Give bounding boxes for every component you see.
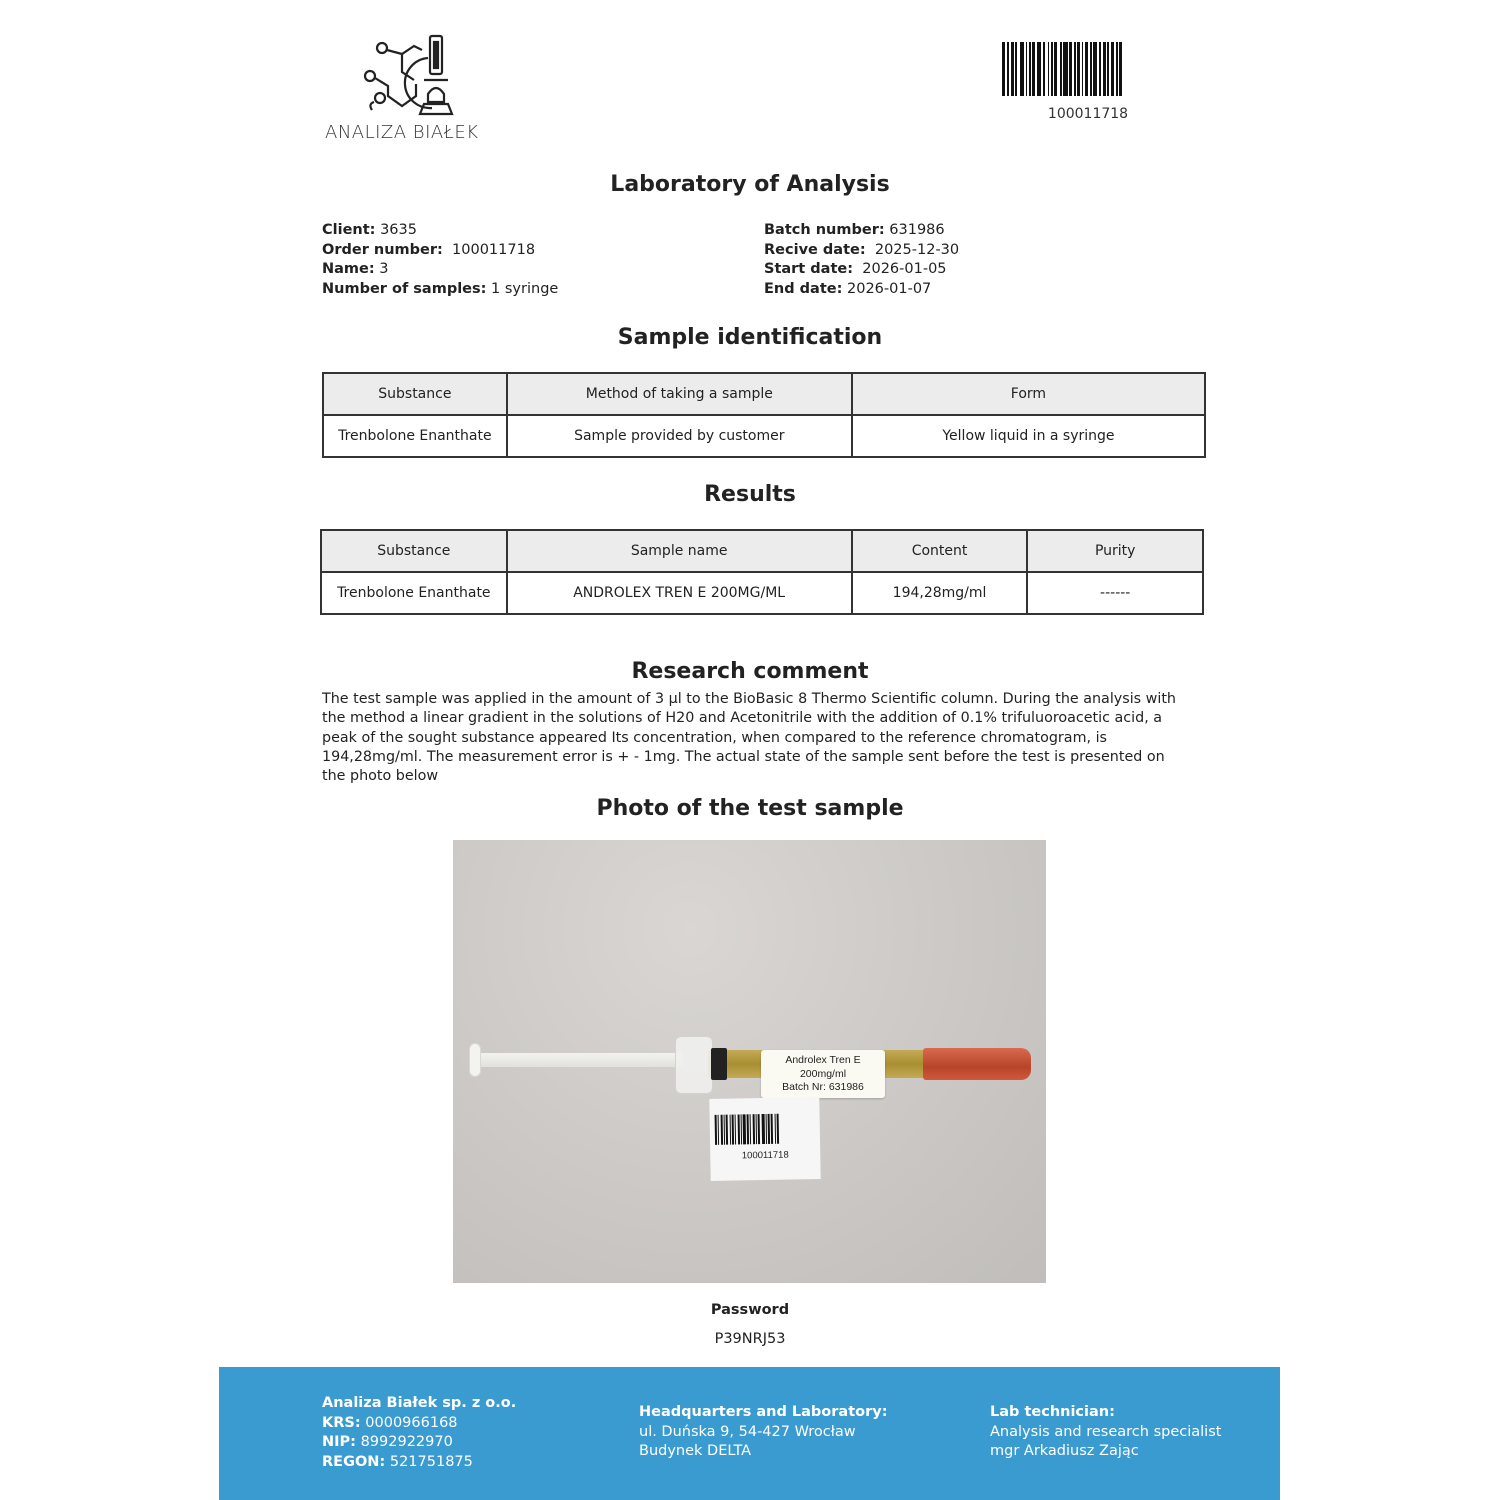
page-title: Laboratory of Analysis	[610, 172, 890, 197]
end-date-row	[764, 280, 959, 300]
table-cell: ANDROLEX TREN E 200MG/ML	[507, 572, 852, 614]
section-title-photo: Photo of the test sample	[596, 796, 904, 821]
section-title-sample-identification: Sample identification	[617, 325, 883, 350]
section-title-research-comment: Research comment	[631, 659, 869, 684]
end-date-value: 2026-01-07	[847, 280, 932, 297]
nip-value: 8992922970	[360, 1434, 453, 1450]
order-barcode	[1002, 42, 1174, 96]
syringe-needle-cap	[923, 1048, 1031, 1080]
results-table	[320, 529, 1204, 615]
column-header: Substance	[323, 373, 507, 415]
tag-number: 100011718	[741, 1149, 789, 1162]
logo-text: ANALIZA BIAŁEK	[325, 122, 479, 143]
barcode-tag	[709, 1097, 820, 1181]
barcode-number: 100011718	[1047, 106, 1129, 122]
order-info-left	[322, 221, 558, 299]
column-header: Sample name	[507, 530, 852, 572]
sample-identification-table	[322, 372, 1206, 458]
order-number-row	[322, 241, 558, 261]
column-header: Substance	[321, 530, 507, 572]
test-sample-photo	[453, 840, 1046, 1283]
hq-building: Budynek DELTA	[639, 1443, 752, 1459]
footer-headquarters	[639, 1403, 888, 1462]
syringe-label-line: Batch Nr: 631986	[782, 1081, 864, 1093]
name-label: Name:	[322, 261, 375, 277]
hq-address: ul. Duńska 9, 54-427 Wrocław	[639, 1423, 856, 1440]
footer-lab-technician	[990, 1403, 1221, 1462]
password-value: P39NRJ53	[714, 1331, 786, 1347]
password-label: Password	[710, 1302, 790, 1318]
samples-value: 1 syringe	[491, 280, 559, 297]
table-cell: Yellow liquid in a syringe	[852, 415, 1205, 457]
client-label: Client:	[322, 222, 376, 238]
end-date-label: End date:	[764, 280, 843, 297]
tech-title: Lab technician:	[990, 1404, 1115, 1420]
name-value: 3	[379, 261, 389, 277]
samples-label: Number of samples:	[322, 280, 487, 297]
syringe-label-line: Androlex Tren E	[785, 1054, 861, 1066]
krs-value: 0000966168	[365, 1414, 458, 1431]
table-cell: 194,28mg/ml	[852, 572, 1028, 614]
section-title-results: Results	[704, 482, 796, 507]
hq-title: Headquarters and Laboratory:	[639, 1404, 888, 1420]
regon-value: 521751875	[389, 1453, 473, 1470]
order-info-right	[764, 221, 959, 299]
receive-date-value: 2025-12-30	[874, 241, 960, 258]
tech-role: Analysis and research specialist	[990, 1423, 1222, 1440]
syringe-plunger-head	[469, 1043, 481, 1077]
start-date-value: 2026-01-05	[862, 261, 947, 277]
tech-name: mgr Arkadiusz Zając	[990, 1443, 1139, 1459]
table-header-row	[321, 530, 1203, 572]
client-value: 3635	[380, 222, 417, 238]
table-cell: Trenbolone Enanthate	[321, 572, 507, 614]
order-number-value: 100011718	[452, 241, 536, 258]
nip-label: NIP:	[322, 1434, 356, 1450]
order-number-label: Order number:	[322, 241, 443, 258]
start-date-label: Start date:	[764, 261, 854, 277]
column-header: Purity	[1027, 530, 1203, 572]
name-row	[322, 260, 558, 280]
footer-company-info	[322, 1394, 516, 1472]
client-row	[322, 221, 558, 241]
receive-date-row	[764, 241, 959, 261]
column-header: Content	[852, 530, 1028, 572]
syringe-label-line: 200mg/ml	[799, 1067, 847, 1080]
syringe-label	[761, 1050, 885, 1098]
table-cell: ------	[1027, 572, 1203, 614]
syringe-plunger	[473, 1053, 683, 1067]
batch-label: Batch number:	[764, 222, 885, 238]
syringe-stopper	[711, 1048, 727, 1080]
syringe-flange	[675, 1036, 713, 1094]
column-header: Form	[852, 373, 1205, 415]
receive-date-label: Recive date:	[764, 241, 866, 258]
batch-value: 631986	[889, 222, 945, 238]
table-cell: Trenbolone Enanthate	[323, 415, 507, 457]
krs-label: KRS:	[322, 1414, 361, 1431]
table-row	[323, 415, 1205, 457]
table-header-row	[323, 373, 1205, 415]
samples-row	[322, 280, 558, 300]
company-logo	[320, 28, 510, 148]
column-header: Method of taking a sample	[507, 373, 852, 415]
tag-barcode	[715, 1113, 816, 1145]
start-date-row	[764, 260, 959, 280]
table-row	[321, 572, 1203, 614]
batch-row	[764, 221, 959, 241]
lab-microscope-molecule-icon	[362, 30, 458, 116]
regon-label: REGON:	[322, 1453, 386, 1470]
company-name: Analiza Białek sp. z o.o.	[322, 1395, 517, 1411]
table-cell: Sample provided by customer	[507, 415, 852, 457]
footer	[219, 1367, 1280, 1500]
research-comment-text: The test sample was applied in the amount of 3 µl to the BioBasic 8 Thermo Scientific column. During the analysis with the method a linear gradient in the solutions of H20 and Acetonitrile with the addition of 0.1% trifuluoroacetic acid, a peak of the sought substance appeared Its concentration, when compared to the reference chromatogram, is 194,28mg/ml. The measurement error is + - 1mg. The actual state of the sample sent before the test is presented on the photo below	[322, 691, 1176, 785]
